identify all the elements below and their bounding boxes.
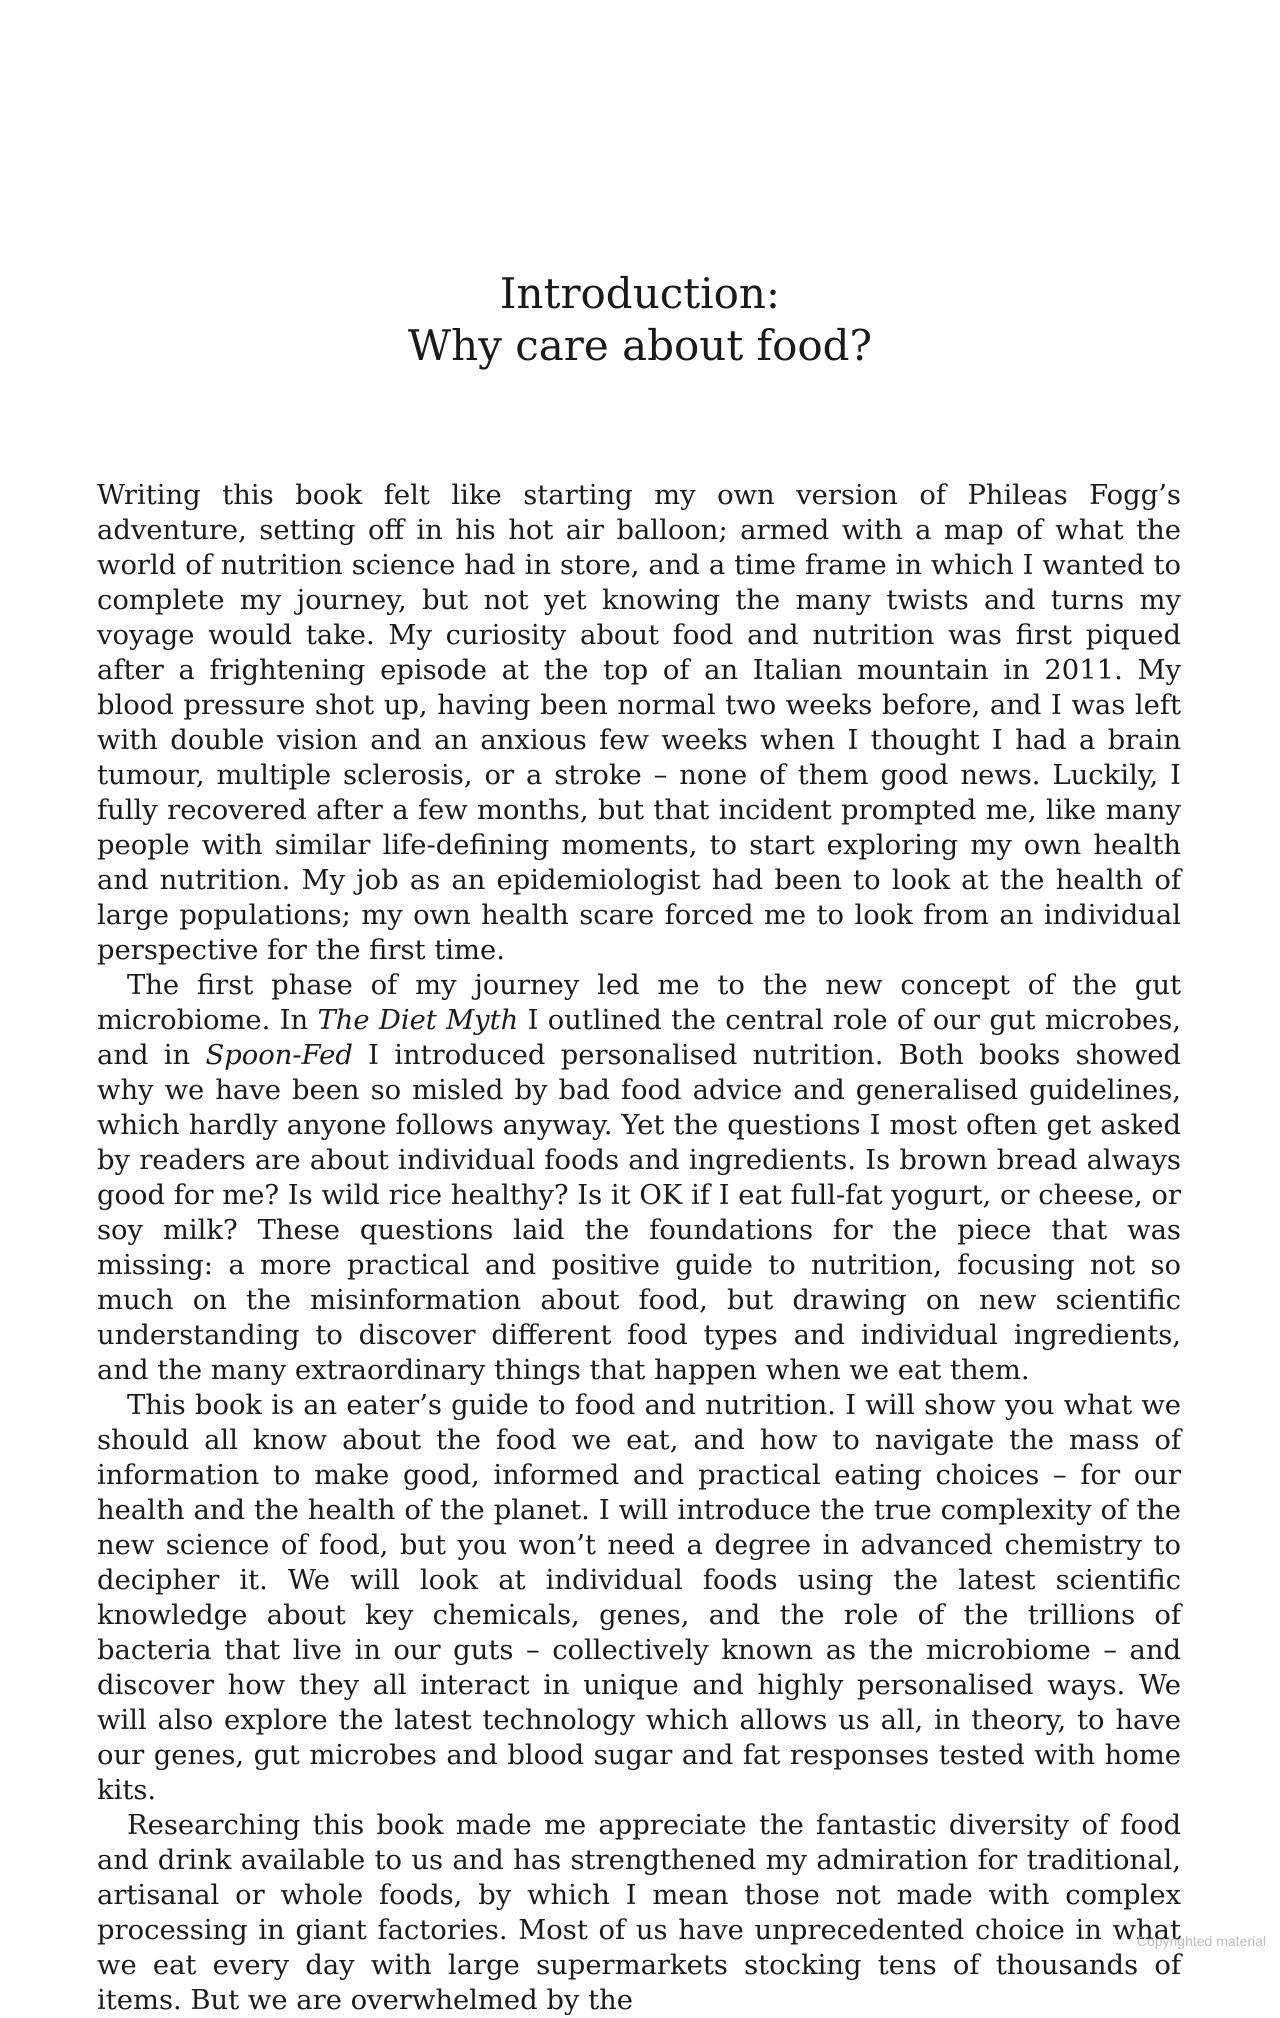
paragraph-1: Writing this book felt like starting my own version of Phileas Fogg’s adventure, setting off in his hot air balloon; armed with a map of what the world of nutrition science had in store, and a time frame in which I wanted to complete my journey, but not yet knowing the many twists and turns my voyage would take. My curiosity about food and nutrition was first piqued after a frightening episode at the top of an Italian mountain in 2011. My blood pressure shot up, having been normal two weeks before, and I was left with double vision and an anxious few weeks when I thought I had a brain tumour, multiple sclerosis, or a stroke – none of them good news. Luckily, I fully recovered after a few months, but that incident prompted me, like many people with similar life-defining moments, to start exploring my own health and nutrition. My job as an epidemiologist had been to look at the health of large populations; my own health scare forced me to look from an individual perspective for the first time. [97,480,1181,966]
chapter-title-line-1: Introduction: [499,269,781,318]
paragraph-2 [97,968,1181,1388]
paragraph-2-part-1: The first phase of my journey led me to the new concept of the gut microbiome. In [97,970,1181,1036]
book-title-spoon-fed: Spoon-Fed [205,1040,353,1071]
body-text [97,478,1181,2018]
chapter-title-line-2: Why care about food? [407,321,873,370]
chapter-title [0,268,1280,372]
paragraph-2-part-3: I introduced personalised nutrition. Both books showed why we have been so misled by bad food advice and generalised guidelines, which hardly anyone follows anyway. Yet the questions I most often get asked by readers are about individual foods and ingredients. Is brown bread always good for me? Is wild rice healthy? Is it OK if I eat full-fat yogurt, or cheese, or soy milk? These questions laid the foundations for the piece that was missing: a more practical and positive guide to nutrition, focusing not so much on the misinformation about food, but drawing on new scientific understanding to discover different food types and individual ingredients, and the many extraordinary things that happen when we eat them. [97,1040,1181,1386]
paragraph-2-part-2: I outlined the central role of our gut microbes, and in [97,1005,1181,1071]
paragraph-4: Researching this book made me appreciate the fantastic diversity of food and drink available to us and has strengthened my admiration for traditional, artisanal or whole foods, by which I mean those not made with complex processing in giant factories. Most of us have unprecedented choice in what we eat every day with large supermarkets stocking tens of thousands of items. But we are overwhelmed by the [97,1810,1181,2016]
copyright-watermark: Copyrighted material [1136,1933,1266,1949]
paragraph-3: This book is an eater’s guide to food and nutrition. I will show you what we should all know about the food we eat, and how to navigate the mass of information to make good, informed and practical eating choices – for our health and the health of the planet. I will introduce the true complexity of the new science of food, but you won’t need a degree in advanced chemistry to decipher it. We will look at individual foods using the latest scientific knowledge about key chemicals, genes, and the role of the trillions of bacteria that live in our guts – collectively known as the microbiome – and discover how they all interact in unique and highly personalised ways. We will also explore the latest technology which allows us all, in theory, to have our genes, gut microbes and blood sugar and fat responses tested with home kits. [97,1390,1181,1806]
book-title-diet-myth: The Diet Myth [317,1005,519,1036]
